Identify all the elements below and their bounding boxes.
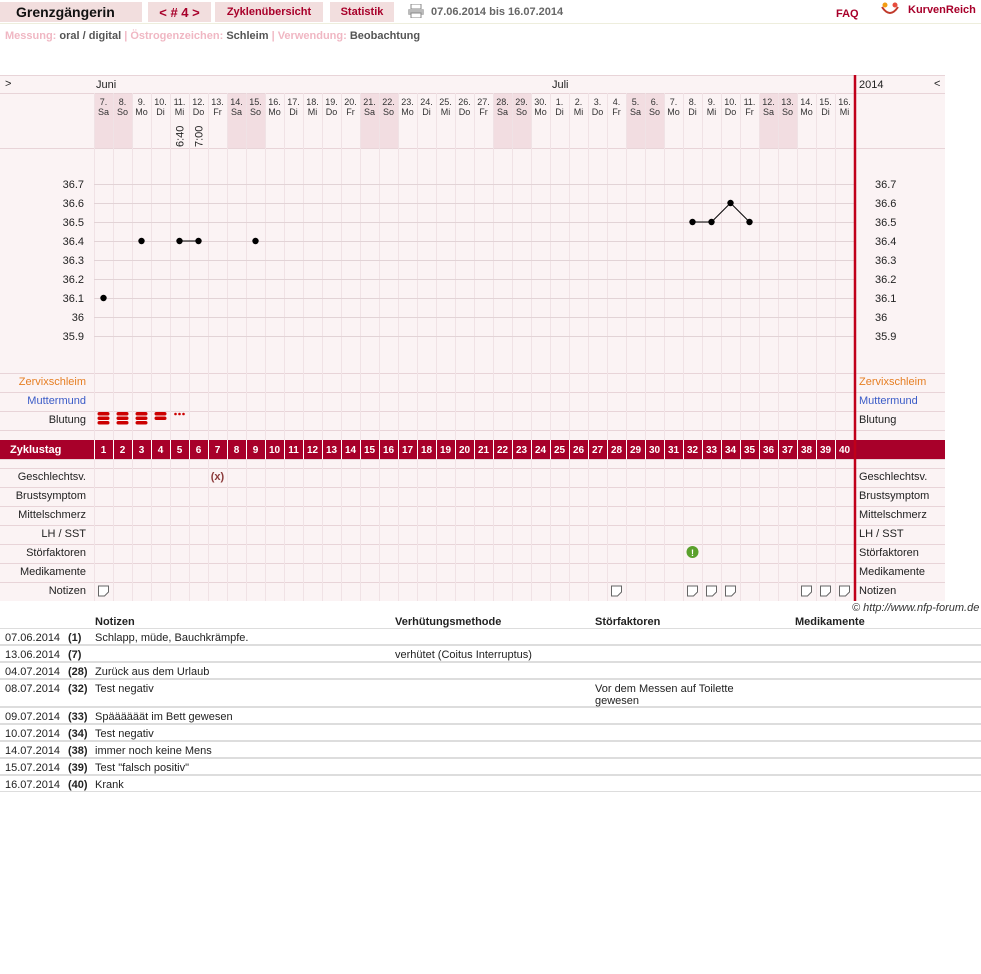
cycle-day-num: 19: [439, 445, 452, 456]
notes-text: Schlapp, müde, Bauchkrämpfe.: [95, 632, 249, 644]
notes-row: [0, 628, 981, 645]
notes-date: 04.07.2014: [5, 666, 61, 678]
day-date: 30.: [534, 97, 547, 107]
day-date: 27.: [477, 97, 490, 107]
prev-arrow: >: [5, 78, 12, 90]
notes-disturb: Vor dem Messen auf Toilette gewesen: [595, 683, 734, 707]
label-cervix-pos-right: Muttermund: [859, 395, 918, 407]
day-weekday: Fr: [612, 107, 621, 117]
notes-text: Zurück aus dem Urlaub: [95, 666, 210, 678]
cycle-day-num: 31: [667, 445, 680, 456]
day-weekday: Do: [192, 107, 205, 117]
y-tick-label-right: 36.2: [875, 274, 897, 286]
temp-point: [708, 219, 714, 225]
label-bleeding: Blutung: [48, 414, 86, 426]
day-date: 11.: [743, 97, 756, 107]
day-date: 4.: [612, 97, 621, 107]
day-date: 21.: [363, 97, 376, 107]
cycle-day-num: 4: [157, 445, 164, 456]
day-weekday: So: [116, 107, 129, 117]
notes-cycle-day: (33): [68, 711, 88, 723]
label-cervix-right: Zervixschleim: [859, 376, 927, 388]
cycle-day-num: 35: [743, 445, 756, 456]
y-tick-label: 36.2: [62, 274, 84, 286]
cycle-day-num: 38: [800, 445, 813, 456]
day-date: 15.: [249, 97, 262, 107]
day-weekday: So: [382, 107, 395, 117]
cycle-chart: [0, 75, 945, 601]
measure-time: 7:00: [193, 125, 206, 147]
day-date: 18.: [306, 97, 319, 107]
day-date: 15.: [819, 97, 832, 107]
label-lh-right: LH / SST: [859, 528, 904, 540]
y-tick-label: 36.4: [62, 236, 84, 248]
cycle-day-num: 39: [819, 445, 832, 456]
day-weekday: Sa: [762, 107, 775, 117]
y-tick-label-right: 36.3: [875, 255, 897, 267]
cycle-day-num: 15: [363, 445, 376, 456]
cycle-day-num: 33: [705, 445, 718, 456]
label-lh: LH / SST: [41, 528, 86, 540]
y-tick-label-right: 36.6: [875, 198, 897, 210]
day-weekday: Mo: [667, 107, 680, 117]
cycle-day-num: 30: [648, 445, 661, 456]
label-breast: Brustsymptom: [15, 490, 86, 502]
notes-row: [0, 645, 981, 662]
day-weekday: Di: [289, 107, 298, 117]
bleeding-mark: [136, 417, 148, 421]
cycle-day-num: 8: [233, 445, 240, 456]
cycle-day-num: 11: [288, 445, 299, 456]
cycle-day-num: 26: [572, 445, 585, 456]
day-date: 11.: [173, 97, 186, 107]
label-cervix: Zervixschleim: [18, 376, 86, 388]
temp-point: [689, 219, 695, 225]
sex-marker-icon: (x): [210, 471, 225, 483]
notes-date: 08.07.2014: [5, 683, 61, 695]
notes-date: 09.07.2014: [5, 711, 61, 723]
notes-date: 14.07.2014: [5, 745, 61, 757]
label-disturb-right: Störfaktoren: [859, 547, 919, 559]
bleeding-mark: [117, 412, 129, 416]
copyright: © http://www.nfp-forum.de: [852, 602, 980, 614]
notes-header-meds: Medikamente: [795, 616, 865, 628]
day-date: 16.: [838, 97, 851, 107]
day-weekday: Mi: [839, 107, 850, 117]
usage-value: Beobachtung: [349, 30, 421, 42]
bleeding-mark: [98, 417, 110, 421]
day-date: 1.: [555, 97, 564, 107]
day-weekday: Mi: [706, 107, 717, 117]
logo: KurvenReich: [908, 4, 976, 16]
next-arrow: <: [934, 78, 941, 90]
y-tick-label-right: 36.7: [875, 179, 897, 191]
day-date: 7.: [99, 97, 108, 107]
notes-row: [0, 758, 981, 775]
day-weekday: Mi: [573, 107, 584, 117]
temp-point: [138, 238, 144, 244]
day-date: 10.: [724, 97, 737, 107]
day-weekday: Fr: [479, 107, 488, 117]
day-date: 8.: [118, 97, 127, 107]
day-weekday: Sa: [496, 107, 509, 117]
printer-icon[interactable]: [408, 4, 424, 18]
usage-label: Verwendung:: [277, 30, 347, 42]
page-title: Grenzgängerin: [16, 4, 115, 20]
label-midpain-right: Mittelschmerz: [859, 509, 927, 521]
notes-text: Späääääät im Bett gewesen: [95, 711, 233, 723]
y-tick-label: 36.1: [62, 293, 84, 305]
cycle-day-num: 37: [781, 445, 794, 456]
cycle-day-num: 10: [268, 445, 281, 456]
notes-date: 16.07.2014: [5, 779, 61, 791]
day-weekday: Di: [156, 107, 165, 117]
day-weekday: Do: [591, 107, 604, 117]
day-weekday: Fr: [213, 107, 222, 117]
cycle-day-num: 21: [477, 445, 490, 456]
cycle-day-num: 32: [686, 445, 699, 456]
day-date: 13.: [211, 97, 224, 107]
temp-point: [176, 238, 182, 244]
notes-row: [0, 707, 981, 724]
cycle-day-num: 16: [382, 445, 395, 456]
day-weekday: Di: [821, 107, 830, 117]
day-weekday: Mo: [534, 107, 547, 117]
estrogen-value: Schleim: [226, 30, 269, 42]
bleeding-mark: [155, 412, 167, 416]
bleeding-mark: [136, 412, 148, 416]
day-date: 12.: [192, 97, 205, 107]
day-weekday: Mo: [800, 107, 813, 117]
bleeding-dot: [174, 413, 177, 416]
cycle-day-num: 20: [458, 445, 471, 456]
y-tick-label: 36.5: [62, 217, 84, 229]
day-weekday: Mi: [307, 107, 318, 117]
label-meds-right: Medikamente: [859, 566, 926, 578]
logo-icon: [880, 1, 900, 19]
label-disturb: Störfaktoren: [26, 547, 86, 559]
day-date: 25.: [439, 97, 452, 107]
label-sex-right: Geschlechtsv.: [859, 471, 928, 483]
day-date: 10.: [154, 97, 167, 107]
y-tick-label: 35.9: [62, 331, 84, 343]
tab-cycle-overview[interactable]: Zyklenübersicht: [215, 2, 323, 22]
notes-row: [0, 662, 981, 679]
chart-svg: [0, 75, 945, 601]
notes-row: [0, 775, 981, 792]
cycle-nav-button[interactable]: < # 4 >: [148, 2, 211, 22]
day-weekday: Fr: [745, 107, 754, 117]
day-weekday: Di: [555, 107, 564, 117]
cycle-day-num: 6: [195, 445, 202, 456]
cycle-day-num: 3: [138, 445, 145, 456]
measure-value: oral / digital: [59, 30, 122, 42]
label-sex: Geschlechtsv.: [17, 471, 86, 483]
day-weekday: Mo: [401, 107, 414, 117]
notes-header-method: Verhütungsmethode: [395, 616, 502, 628]
cycle-day-num: 1: [100, 445, 107, 456]
day-weekday: Sa: [363, 107, 376, 117]
label-breast-right: Brustsymptom: [859, 490, 930, 502]
day-weekday: So: [515, 107, 528, 117]
day-date: 14.: [800, 97, 813, 107]
notes-text: Krank: [95, 779, 124, 791]
day-date: 9.: [707, 97, 716, 107]
day-weekday: Sa: [230, 107, 243, 117]
notes-row: [0, 679, 981, 707]
bleeding-mark: [117, 421, 129, 425]
cycle-day-num: 23: [515, 445, 528, 456]
cycle-day-num: 25: [553, 445, 566, 456]
notes-cycle-day: (1): [68, 632, 82, 644]
notes-date: 15.07.2014: [5, 762, 61, 774]
temp-point: [727, 200, 733, 206]
day-date: 3.: [593, 97, 602, 107]
cycle-day-num: 34: [724, 445, 737, 456]
cycle-day-num: 29: [629, 445, 642, 456]
temp-point: [252, 238, 258, 244]
day-date: 23.: [401, 97, 414, 107]
cycle-day-num: 12: [306, 445, 319, 456]
day-weekday: Do: [458, 107, 471, 117]
notes-date: 07.06.2014: [5, 632, 61, 644]
day-weekday: Mo: [135, 107, 148, 117]
cycle-day-num: 28: [610, 445, 623, 456]
day-weekday: Di: [688, 107, 697, 117]
day-weekday: Mi: [174, 107, 185, 117]
cycle-day-num: 2: [119, 445, 126, 456]
day-weekday: Fr: [346, 107, 355, 117]
notes-cycle-day: (38): [68, 745, 88, 757]
month-label: Juni: [96, 79, 117, 91]
notes-date: 10.07.2014: [5, 728, 61, 740]
bleeding-mark: [117, 417, 129, 421]
cycle-day-label: Zyklustag: [10, 444, 62, 456]
notes-cycle-day: (40): [68, 779, 88, 791]
label-midpain: Mittelschmerz: [18, 509, 86, 521]
cycle-day-num: 13: [325, 445, 338, 456]
notes-cycle-day: (32): [68, 683, 88, 695]
estrogen-label: Östrogenzeichen:: [130, 30, 224, 42]
chart-bg: [0, 75, 945, 601]
header-rule: [0, 23, 981, 24]
day-date: 9.: [137, 97, 146, 107]
cycle-day-num: 14: [344, 445, 357, 456]
measure-time: 6:40: [174, 125, 187, 147]
bleeding-mark: [155, 417, 167, 421]
notes-header-notes: Notizen: [95, 616, 135, 628]
bleeding-mark: [98, 421, 110, 425]
day-date: 28.: [496, 97, 509, 107]
bleeding-mark: [98, 412, 110, 416]
day-date: 16.: [268, 97, 281, 107]
disturbance-icon-glyph: !: [691, 548, 694, 558]
day-weekday: So: [249, 107, 262, 117]
month-bar: [0, 75, 945, 93]
day-weekday: Do: [724, 107, 737, 117]
day-date: 20.: [344, 97, 357, 107]
y-tick-label: 36: [71, 312, 84, 324]
cycle-day-num: 18: [420, 445, 433, 456]
measure-info: Messung: oral / digital | Östrogenzeichen: Schleim | Verwendung: Beobachtung: [5, 30, 421, 42]
label-cervix-pos: Muttermund: [27, 395, 86, 407]
notes-text: Test negativ: [95, 683, 154, 695]
y-tick-label-right: 36.4: [875, 236, 897, 248]
notes-text: immer noch keine Mens: [95, 745, 212, 757]
y-tick-label-right: 36.1: [875, 293, 897, 305]
y-tick-label: 36.6: [62, 198, 84, 210]
notes-text: Test "falsch positiv": [95, 762, 190, 774]
notes-header-disturb: Störfaktoren: [595, 616, 661, 628]
day-date: 19.: [325, 97, 338, 107]
bleeding-dot: [182, 413, 185, 416]
day-date: 26.: [458, 97, 471, 107]
day-date: 2.: [574, 97, 583, 107]
day-date: 12.: [762, 97, 775, 107]
label-meds: Medikamente: [19, 566, 86, 578]
cycle-day-num: 22: [496, 445, 509, 456]
day-date: 5.: [631, 97, 640, 107]
cycle-day-num: 9: [252, 445, 259, 456]
day-date: 24.: [420, 97, 433, 107]
y-tick-label-right: 36: [875, 312, 888, 324]
day-date: 22.: [382, 97, 395, 107]
cycle-day-num: 24: [534, 445, 547, 456]
label-bleeding-right: Blutung: [859, 414, 897, 426]
day-weekday: So: [648, 107, 661, 117]
day-weekday: So: [781, 107, 794, 117]
tab-statistics[interactable]: Statistik: [330, 2, 394, 22]
notes-date: 13.06.2014: [5, 649, 61, 661]
day-weekday: Sa: [629, 107, 642, 117]
notes-cycle-day: (39): [68, 762, 88, 774]
month-label: Juli: [552, 79, 569, 91]
cycle-day-num: 40: [838, 445, 851, 456]
day-weekday: Do: [325, 107, 338, 117]
day-date: 29.: [515, 97, 528, 107]
y-tick-label-right: 35.9: [875, 331, 897, 343]
day-date: 17.: [287, 97, 300, 107]
day-date: 14.: [230, 97, 243, 107]
cycle-day-num: 36: [762, 445, 775, 456]
day-date: 8.: [688, 97, 697, 107]
cycle-day-num: 27: [591, 445, 604, 456]
label-notes-right: Notizen: [859, 585, 897, 597]
notes-method: verhütet (Coitus Interruptus): [395, 649, 532, 661]
y-tick-label-right: 36.5: [875, 217, 897, 229]
day-weekday: Di: [422, 107, 431, 117]
day-weekday: Mo: [268, 107, 281, 117]
bleeding-mark: [136, 421, 148, 425]
notes-text: Test negativ: [95, 728, 154, 740]
measure-label: Messung:: [5, 30, 57, 42]
notes-row: [0, 741, 981, 758]
y-tick-label: 36.3: [62, 255, 84, 267]
day-weekday: Mi: [440, 107, 451, 117]
label-notes: Notizen: [48, 585, 86, 597]
notes-cycle-day: (28): [68, 666, 88, 678]
day-date: 6.: [650, 97, 659, 107]
temp-point: [100, 295, 106, 301]
cycle-day-num: 17: [401, 445, 414, 456]
temp-point: [195, 238, 201, 244]
date-range: 07.06.2014 bis 16.07.2014: [431, 6, 564, 18]
notes-cycle-day: (34): [68, 728, 88, 740]
temp-point: [746, 219, 752, 225]
cycle-day-num: 7: [214, 445, 221, 456]
faq-link[interactable]: FAQ: [836, 8, 859, 20]
notes-table: [0, 614, 981, 794]
day-date: 13.: [781, 97, 794, 107]
notes-row: [0, 724, 981, 741]
day-date: 7.: [669, 97, 678, 107]
year-label: 2014: [859, 79, 884, 91]
day-weekday: Sa: [97, 107, 110, 117]
y-tick-label: 36.7: [62, 179, 84, 191]
cycle-day-num: 5: [176, 445, 183, 456]
bleeding-dot: [178, 413, 181, 416]
notes-cycle-day: (7): [68, 649, 82, 661]
